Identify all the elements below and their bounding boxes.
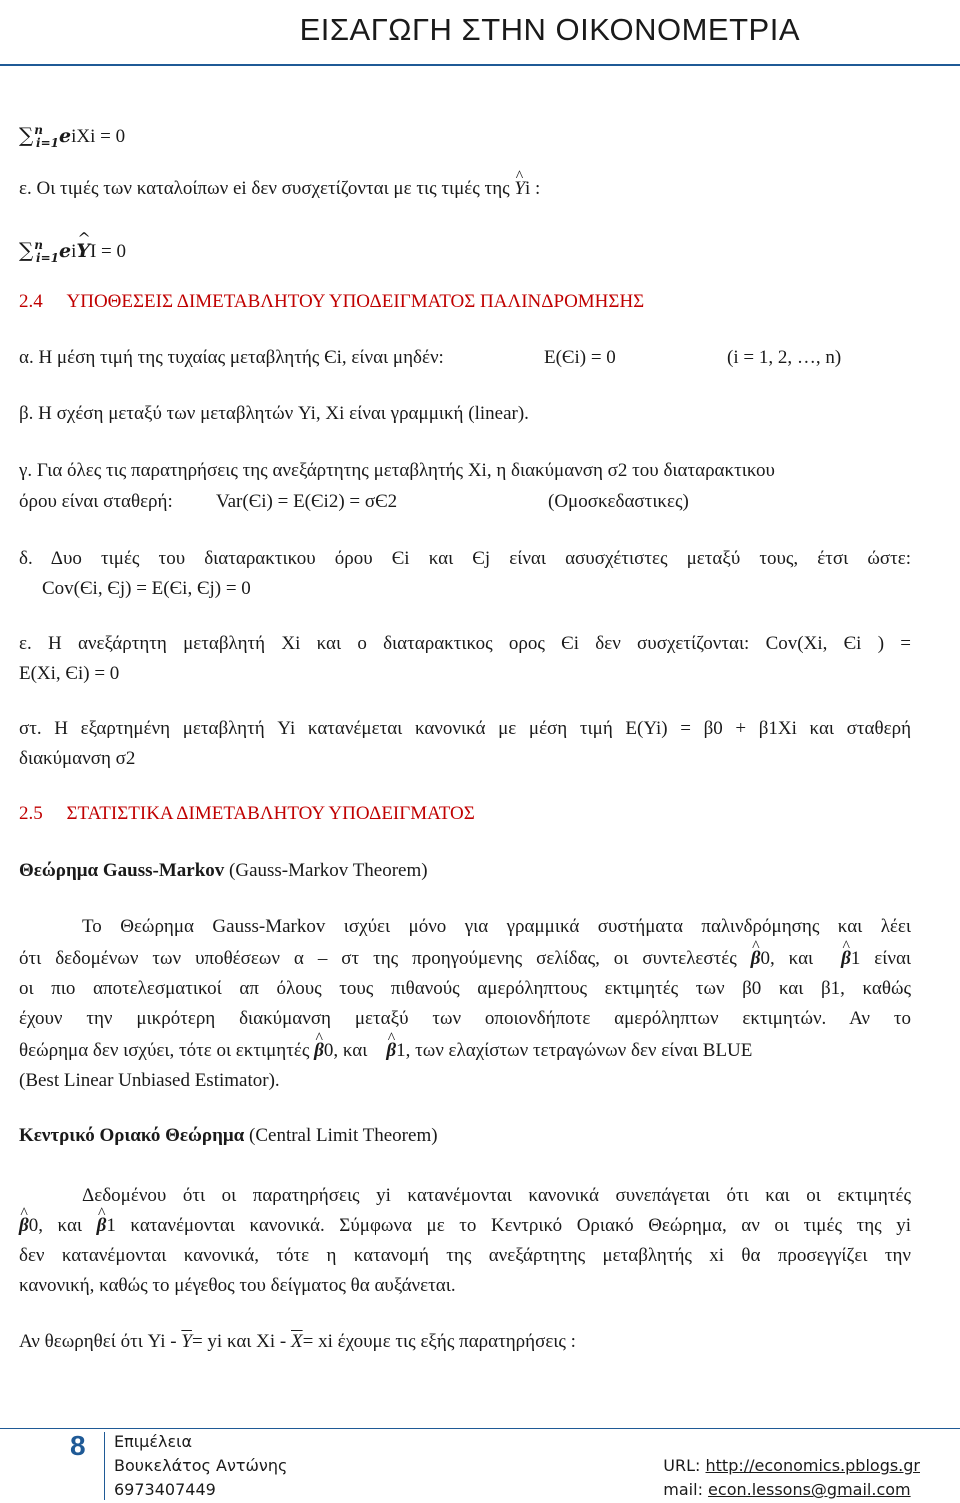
page-number: 8 (70, 1430, 86, 1461)
website-link[interactable]: http://economics.pblogs.gr (705, 1456, 920, 1475)
beta-hat-1: ^ β (841, 943, 851, 975)
editor-name: Βουκελάτος Αντώνης (114, 1456, 288, 1475)
editor-phone: 6973407449 (114, 1480, 216, 1499)
footer-divider (104, 1432, 105, 1500)
assumption-d-line2: Cov(Єi, Єj) = E(Єi, Єj) = 0 (42, 578, 251, 599)
email-link[interactable]: econ.lessons@gmail.com (708, 1480, 911, 1499)
footer-editor (114, 1430, 287, 1502)
gauss-markov-p5: θεώρημα δεν ισχύει, τότε οι εκτιμητές ^ β0, και ^ β1, των ελαχίστων τετραγώνων δεν είναι BLUE (19, 1039, 911, 1063)
assumption-c-line1: γ. Για όλες τις παρατηρήσεις της ανεξάρτητης μεταβλητής Xi, η διακύμανση σ2 του διαταρακτικου (19, 460, 775, 481)
beta-hat-1: ^ β (97, 1210, 107, 1242)
assumption-e-line2: E(Xi, Єi) = 0 (19, 663, 120, 684)
beta-hat-1: ^ β (386, 1039, 396, 1063)
gauss-markov-heading: Θεώρημα Gauss-Markov (Gauss-Markov Theorem) (19, 860, 428, 881)
beta-hat-0: ^ β (314, 1039, 324, 1063)
clt-p2: ^ β0, και ^ β1 κατανέμονται κανονικά. Σύμφωνα με το Κεντρικό Οριακό Θεώρημα, αν οι τιμές της yi (19, 1210, 911, 1242)
assumption-b: β. Η σχέση μεταξύ των μεταβλητών Yi, Xi είναι γραμμική (linear). (19, 403, 529, 424)
assumption-a: α. Η μέση τιμή της τυχαίας μεταβλητής Єi, είναι μηδέν: E(Єi) = 0 (i = 1, 2, …, n) (19, 347, 842, 368)
assumption-d-line1: δ. Δυο τιμές του διαταρακτικου όρου Єi και Єj είναι ασυσχέτιστες μεταξύ τους, έτσι ώστε: (19, 548, 911, 569)
assumption-st-line2: διακύμανση σ2 (19, 748, 136, 769)
assumption-st-line1: στ. Η εξαρτημένη μεταβλητή Yi κατανέμεται κανονικά με μέση τιμή E(Yi) = β0 + β1Xi και σταθερή (19, 718, 911, 739)
assumption-e-line1: ε. Η ανεξάρτητη μεταβλητή Xi και ο διαταρακτικος ορος Єi δεν συσχετίζονται: Cov(Xi, Єi ) = (19, 633, 911, 654)
clt-heading: Κεντρικό Οριακό Θεώρημα (Central Limit Theorem) (19, 1125, 438, 1146)
gauss-markov-p3: οι πιο αποτελεσματικοί απ όλους τους πιθανούς αμερόληπτους εκτιμητές των β0 και β1, καθώς (19, 978, 911, 999)
gauss-markov-p2: ότι δεδομένων των υποθέσεων α – στ της προηγούμενης σελίδας, οι συντελεστές ^ β0, και ^ β1 είναι (19, 943, 911, 975)
header-rule (0, 64, 960, 66)
editor-label: Επιμέλεια (114, 1432, 193, 1451)
footer-rule (0, 1428, 960, 1429)
gauss-markov-p6: (Best Linear Unbiased Estimator). (19, 1070, 280, 1091)
item-epsilon-residuals: ε. Οι τιμές των καταλοίπων ei δεν συσχετίζονται με τις τιμές της ^ Yi : (19, 177, 540, 201)
section-2-5-heading: 2.5 ΣΤΑΤΙΣΤΙΚΑ ΔΙΜΕΤΑΒΛΗΤΟΥ ΥΠΟΔΕΙΓΜΑΤΟΣ (19, 803, 475, 824)
beta-hat-0: ^ β (751, 943, 761, 975)
clt-p3: δεν κατανέμονται κανονικά, τότε η κατανομή της ανεξάρτητης μεταβλητής xi θα προσεγγίζει την (19, 1245, 911, 1266)
clt-p4: κανονική, καθώς το μέγεθος του δείγματος θα αυξάνεται. (19, 1275, 456, 1296)
gauss-markov-p4: έχουν την μικρότερη διακύμανση μεταξύ των οποιονδήποτε αμερόληπτων εκτιμητών. Αν το (19, 1008, 911, 1029)
clt-p1: Δεδομένου ότι οι παρατηρήσεις yi κατανέμονται κανονικά συνεπάγεται ότι και οι εκτιμητές (82, 1185, 911, 1206)
beta-hat-0: ^ β (19, 1210, 29, 1242)
clt-p5: Αν θεωρηθεί ότι $Yi - \overline{Y}=$ yi και $Xi - \overline{X}=$ xi έχουμε τις εξής παρατηρήσεις : (19, 1331, 576, 1352)
page-header-title: ΕΙΣΑΓΩΓΗ ΣΤΗΝ ΟΙΚΟΝΟΜΕΤΡΙΑ (299, 12, 800, 47)
gauss-markov-p1: Το Θεώρημα Gauss-Markov ισχύει μόνο για γραμμικά συστήματα παλινδρόμησης και λέει (82, 916, 911, 937)
formula-sum-eixi: ∑$^n_{i=1}$eiXi = 0 (19, 123, 126, 150)
section-2-4-heading: 2.4 ΥΠΟΘΕΣΕΙΣ ΔΙΜΕΤΑΒΛΗΤΟΥ ΥΠΟΔΕΙΓΜΑΤΟΣ ΠΑΛΙΝΔΡΟΜΗΣΗΣ (19, 291, 645, 312)
footer-contact: URL: http://economics.pblogs.gr mail: econ.lessons@gmail.com (663, 1456, 920, 1499)
formula-sum-eiyi: ∑$^n_{i=1}$ei^ YI = 0 (19, 233, 126, 270)
assumption-c-line2: όρου είναι σταθερή: Var(Єi) = E(Єi2) = σЄ2 (Ομοσκεδαστικες) (19, 491, 689, 512)
